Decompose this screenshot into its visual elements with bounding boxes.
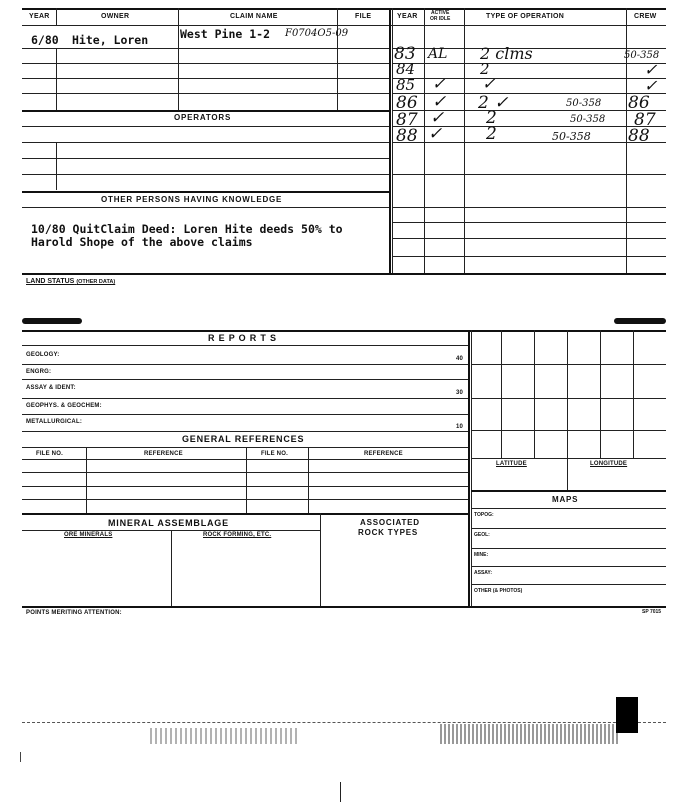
log-type-84: 2 (480, 60, 490, 78)
log-type-87: 2 (486, 108, 497, 128)
log-crew-87: 87 (634, 110, 656, 130)
report-geology: GEOLOGY: (26, 352, 60, 358)
knowledge-note-line1: 10/80 QuitClaim Deed: Loren Hite deeds 50% to (31, 222, 343, 236)
scan-bar-left (22, 318, 82, 324)
log-year-87: 87 (396, 110, 418, 130)
report-metallurgical-code: 10 (456, 424, 464, 430)
form-code: SP 7015 (642, 609, 662, 615)
maps-geol: GEOL: (474, 532, 490, 538)
report-assay-code: 30 (456, 390, 464, 396)
header-active: ACTIVE (431, 10, 450, 16)
maps-mine: MINE: (474, 552, 489, 558)
maps-assay: ASSAY: (474, 570, 493, 576)
scan-bar-right (614, 318, 666, 324)
ref-file-no-1: FILE NO. (36, 451, 63, 457)
operators-heading: OPERATORS (174, 113, 232, 122)
header-claim-name: CLAIM NAME (230, 13, 278, 20)
header-crew: CREW (634, 13, 657, 20)
maps-other: OTHER (& PHOTOS) (474, 588, 523, 594)
log-crew-a-87: 50-358 (570, 114, 606, 125)
header-year-2: YEAR (397, 13, 418, 20)
log-active-86: ✓ (432, 92, 447, 112)
log-crew-a-86: 50-358 (566, 98, 602, 109)
rock-types-heading: ROCK TYPES (358, 528, 419, 537)
mineral-assemblage-heading: MINERAL ASSEMBLAGE (108, 518, 229, 528)
log-year-85: 85 (396, 76, 416, 94)
log-active-87: ✓ (430, 108, 445, 128)
rock-forming-header: ROCK FORMING, ETC. (203, 532, 272, 538)
ref-file-no-2: FILE NO. (261, 451, 288, 457)
report-engrg: ENGRG: (26, 369, 52, 375)
associated-heading: ASSOCIATED (360, 518, 420, 527)
log-type-88: 2 (486, 124, 497, 144)
header-type-of-operation: TYPE OF OPERATION (486, 13, 565, 20)
report-geology-code: 40 (456, 356, 464, 362)
ref-reference-1: REFERENCE (144, 451, 183, 457)
points-meriting-attention: POINTS MERITING ATTENTION: (26, 610, 122, 616)
report-metallurgical: METALLURGICAL: (26, 419, 83, 425)
report-assay: ASSAY & IDENT: (26, 385, 76, 391)
log-crew-85: ✓ (644, 76, 658, 95)
owner-name: Hite, Loren (72, 33, 149, 47)
ref-reference-2: REFERENCE (364, 451, 403, 457)
log-active-83: AL (428, 46, 448, 62)
maps-heading: MAPS (552, 495, 579, 504)
header-year: YEAR (29, 13, 50, 20)
longitude-label: LONGITUDE (590, 461, 628, 467)
log-type-83: 2 clms (480, 44, 533, 63)
report-geophys: GEOPHYS. & GEOCHEM: (26, 403, 102, 409)
header-owner: OWNER (101, 13, 130, 20)
owner-year: 6/80 (31, 33, 59, 47)
log-year-84: 84 (396, 60, 416, 78)
log-year-88: 88 (396, 126, 418, 146)
log-active-85: ✓ (432, 74, 446, 93)
file-number: F0704O5-09 (285, 28, 349, 39)
log-crew-84: ✓ (644, 60, 658, 79)
log-crew-86: 86 (628, 93, 650, 113)
maps-topog: TOPOG: (474, 512, 494, 518)
log-crew-83: 50-358 (624, 50, 660, 61)
general-references-heading: GENERAL REFERENCES (182, 434, 305, 444)
log-year-86: 86 (396, 93, 418, 113)
other-persons-heading: OTHER PERSONS HAVING KNOWLEDGE (101, 195, 283, 204)
header-file: FILE (355, 13, 372, 20)
latitude-label: LATITUDE (496, 461, 527, 467)
log-active-88: ✓ (428, 124, 443, 144)
log-crew-88: 88 (628, 126, 650, 146)
ore-minerals-header: ORE MINERALS (64, 532, 113, 538)
reports-heading: R E P O R T S (208, 333, 277, 343)
land-status-heading: LAND STATUS (26, 278, 75, 285)
log-crew-a-88: 50-358 (552, 130, 591, 143)
claim-name: West Pine 1-2 (180, 27, 271, 41)
log-type-85: ✓ (482, 74, 496, 93)
log-type-86: 2 ✓ (478, 93, 509, 113)
land-status-sub: (OTHER DATA) (76, 279, 116, 285)
log-year-83: 83 (394, 44, 416, 64)
knowledge-note-line2: Harold Shope of the above claims (31, 235, 253, 249)
header-active-idle: OR IDLE (430, 16, 451, 22)
